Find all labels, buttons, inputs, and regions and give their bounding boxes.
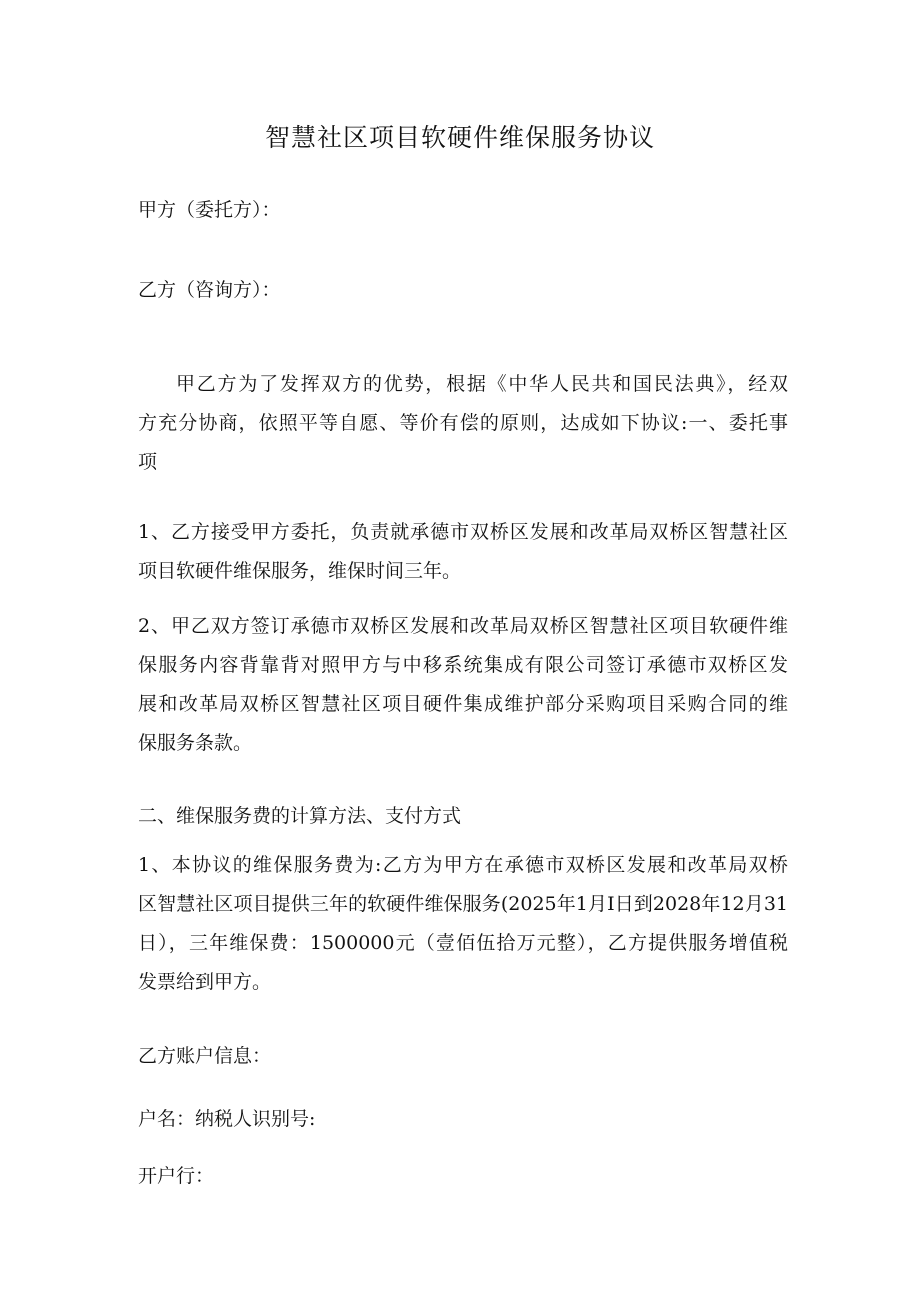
fee-line: 发票给到甲方。 xyxy=(138,971,272,993)
item-2-line: 展和改革局双桥区智慧社区项目硬件集成维护部分采购项目采购合同的维 xyxy=(138,693,788,715)
intro-line: 方充分协商，依照平等自愿、等价有偿的原则，达成如下协议:一、委托事 xyxy=(138,412,788,434)
item-1-line: 1、乙方接受甲方委托，负责就承德市双桥区发展和改革局双桥区智慧社区 xyxy=(138,521,788,543)
item-2-line: 2、甲乙双方签订承德市双桥区发展和改革局双桥区智慧社区项目软硬件维 xyxy=(138,615,788,637)
party-b-line: 乙方（咨询方）： xyxy=(138,279,281,301)
fee-line: 日），三年维保费：1500000元（壹佰伍拾万元整），乙方提供服务增值税 xyxy=(138,932,788,954)
document-title: 智慧社区项目软硬件维保服务协议 xyxy=(264,123,655,152)
account-name-line: 户名：纳税人识别号: xyxy=(138,1108,316,1130)
intro-line: 甲乙方为了发挥双方的优势，根据《中华人民共和国民法典》，经双 xyxy=(176,373,788,395)
bank-line: 开户行： xyxy=(138,1165,215,1187)
fee-paragraph xyxy=(138,846,788,1002)
item-1-line: 项目软硬件维保服务，维保时间三年。 xyxy=(138,560,462,582)
item-2-line: 保服务内容背靠背对照甲方与中移系统集成有限公司签订承德市双桥区发 xyxy=(138,654,788,676)
party-a-line: 甲方（委托方）： xyxy=(138,199,281,221)
intro-line: 项 xyxy=(138,451,158,473)
item-2-paragraph xyxy=(138,607,788,763)
account-heading: 乙方账户信息： xyxy=(138,1045,272,1067)
fee-line: 1、本协议的维保服务费为:乙方为甲方在承德市双桥区发展和改革局双桥 xyxy=(138,854,788,876)
section-2-heading: 二、维保服务费的计算方法、支付方式 xyxy=(138,805,462,827)
item-1-paragraph xyxy=(138,513,788,591)
intro-paragraph xyxy=(138,365,788,482)
fee-line: 区智慧社区项目提供三年的软硬件维保服务(2025年1月I日到2028年12月31 xyxy=(138,893,788,915)
item-2-line: 保服务条款。 xyxy=(138,732,253,754)
